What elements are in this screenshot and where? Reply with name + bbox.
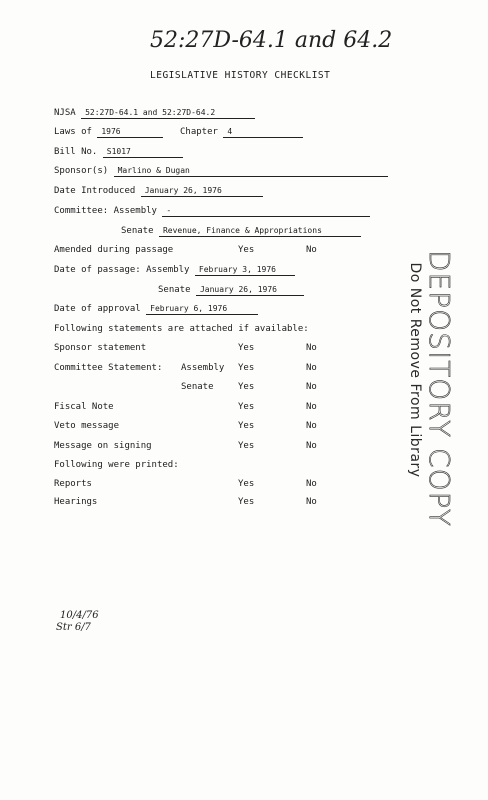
bill-no-label: Bill No. — [54, 147, 98, 157]
handwritten-title: 52:27D-64.1 and 64.2 — [150, 28, 393, 53]
committee-statement-label: Committee Statement: — [54, 363, 163, 373]
date-passage-label: Date of passage: — [54, 265, 141, 275]
sponsors-value: Marlino & Dugan — [114, 166, 388, 177]
cs-senate-no: No — [306, 382, 317, 392]
committee-senate-row — [121, 226, 361, 237]
reports-no: No — [306, 479, 317, 489]
amended-no: No — [306, 245, 317, 255]
committee-row — [54, 206, 370, 217]
passage-senate-value: January 26, 1976 — [196, 285, 304, 296]
sponsor-statement-no: No — [306, 343, 317, 353]
veto-label: Veto message — [54, 421, 120, 431]
laws-of-row — [54, 127, 163, 138]
cs-senate-yes: Yes — [238, 382, 255, 392]
hearings-label: Hearings — [54, 497, 98, 507]
laws-of-value: 1976 — [97, 127, 163, 138]
date-passage-row — [54, 265, 295, 276]
committee-senate-label: Senate — [121, 226, 154, 236]
fiscal-note-yes: Yes — [238, 402, 255, 412]
sponsors-row — [54, 166, 388, 177]
laws-of-label: Laws of — [54, 127, 92, 137]
passage-assembly-label: Assembly — [146, 265, 190, 275]
njsa-value: 52:27D-64.1 and 52:27D-64.2 — [81, 108, 255, 119]
njsa-label: NJSA — [54, 108, 76, 118]
bill-no-row — [54, 147, 183, 158]
signing-yes: Yes — [238, 441, 255, 451]
passage-senate-label: Senate — [158, 285, 191, 295]
depository-copy-stamp — [406, 250, 456, 527]
footer-date-note: 10/4/76 — [60, 610, 99, 621]
stamp-line-depository: DEPOSITORY COPY — [423, 250, 456, 527]
statements-heading: Following statements are attached if available: — [54, 324, 309, 334]
passage-assembly-value: February 3, 1976 — [195, 265, 295, 276]
signing-no: No — [306, 441, 317, 451]
reports-label: Reports — [54, 479, 92, 489]
sponsor-statement-label: Sponsor statement — [54, 343, 147, 353]
chapter-row — [180, 127, 303, 138]
footer-initials-note: Str 6/7 — [56, 622, 91, 633]
sponsor-statement-yes: Yes — [238, 343, 255, 353]
passage-senate-row — [158, 285, 304, 296]
date-introduced-row — [54, 186, 263, 197]
stamp-line-do-not-remove: Do Not Remove From Library — [407, 262, 423, 478]
cs-senate-label: Senate — [181, 382, 214, 392]
fiscal-note-no: No — [306, 402, 317, 412]
checklist-title: LEGISLATIVE HISTORY CHECKLIST — [150, 70, 331, 81]
reports-yes: Yes — [238, 479, 255, 489]
amended-label: Amended during passage — [54, 245, 174, 255]
hearings-yes: Yes — [238, 497, 255, 507]
cs-assembly-yes: Yes — [238, 363, 255, 373]
committee-senate-value: Revenue, Finance & Appropriations — [159, 226, 361, 237]
hearings-no: No — [306, 497, 317, 507]
signing-label: Message on signing — [54, 441, 152, 451]
bill-no-value: S1017 — [103, 147, 183, 158]
date-introduced-value: January 26, 1976 — [141, 186, 263, 197]
veto-yes: Yes — [238, 421, 255, 431]
amended-yes: Yes — [238, 245, 255, 255]
date-approval-label: Date of approval — [54, 304, 141, 314]
date-approval-value: February 6, 1976 — [146, 304, 258, 315]
date-approval-row — [54, 304, 258, 315]
chapter-value: 4 — [223, 127, 303, 138]
sponsors-label: Sponsor(s) — [54, 166, 109, 176]
veto-no: No — [306, 421, 317, 431]
fiscal-note-label: Fiscal Note — [54, 402, 114, 412]
cs-assembly-no: No — [306, 363, 317, 373]
committee-assembly-label: Assembly — [113, 206, 157, 216]
chapter-label: Chapter — [180, 127, 218, 137]
committee-assembly-value: - — [162, 206, 370, 217]
date-introduced-label: Date Introduced — [54, 186, 136, 196]
cs-assembly-label: Assembly — [181, 363, 225, 373]
njsa-row — [54, 108, 255, 119]
committee-label: Committee: — [54, 206, 109, 216]
printed-heading: Following were printed: — [54, 460, 179, 470]
